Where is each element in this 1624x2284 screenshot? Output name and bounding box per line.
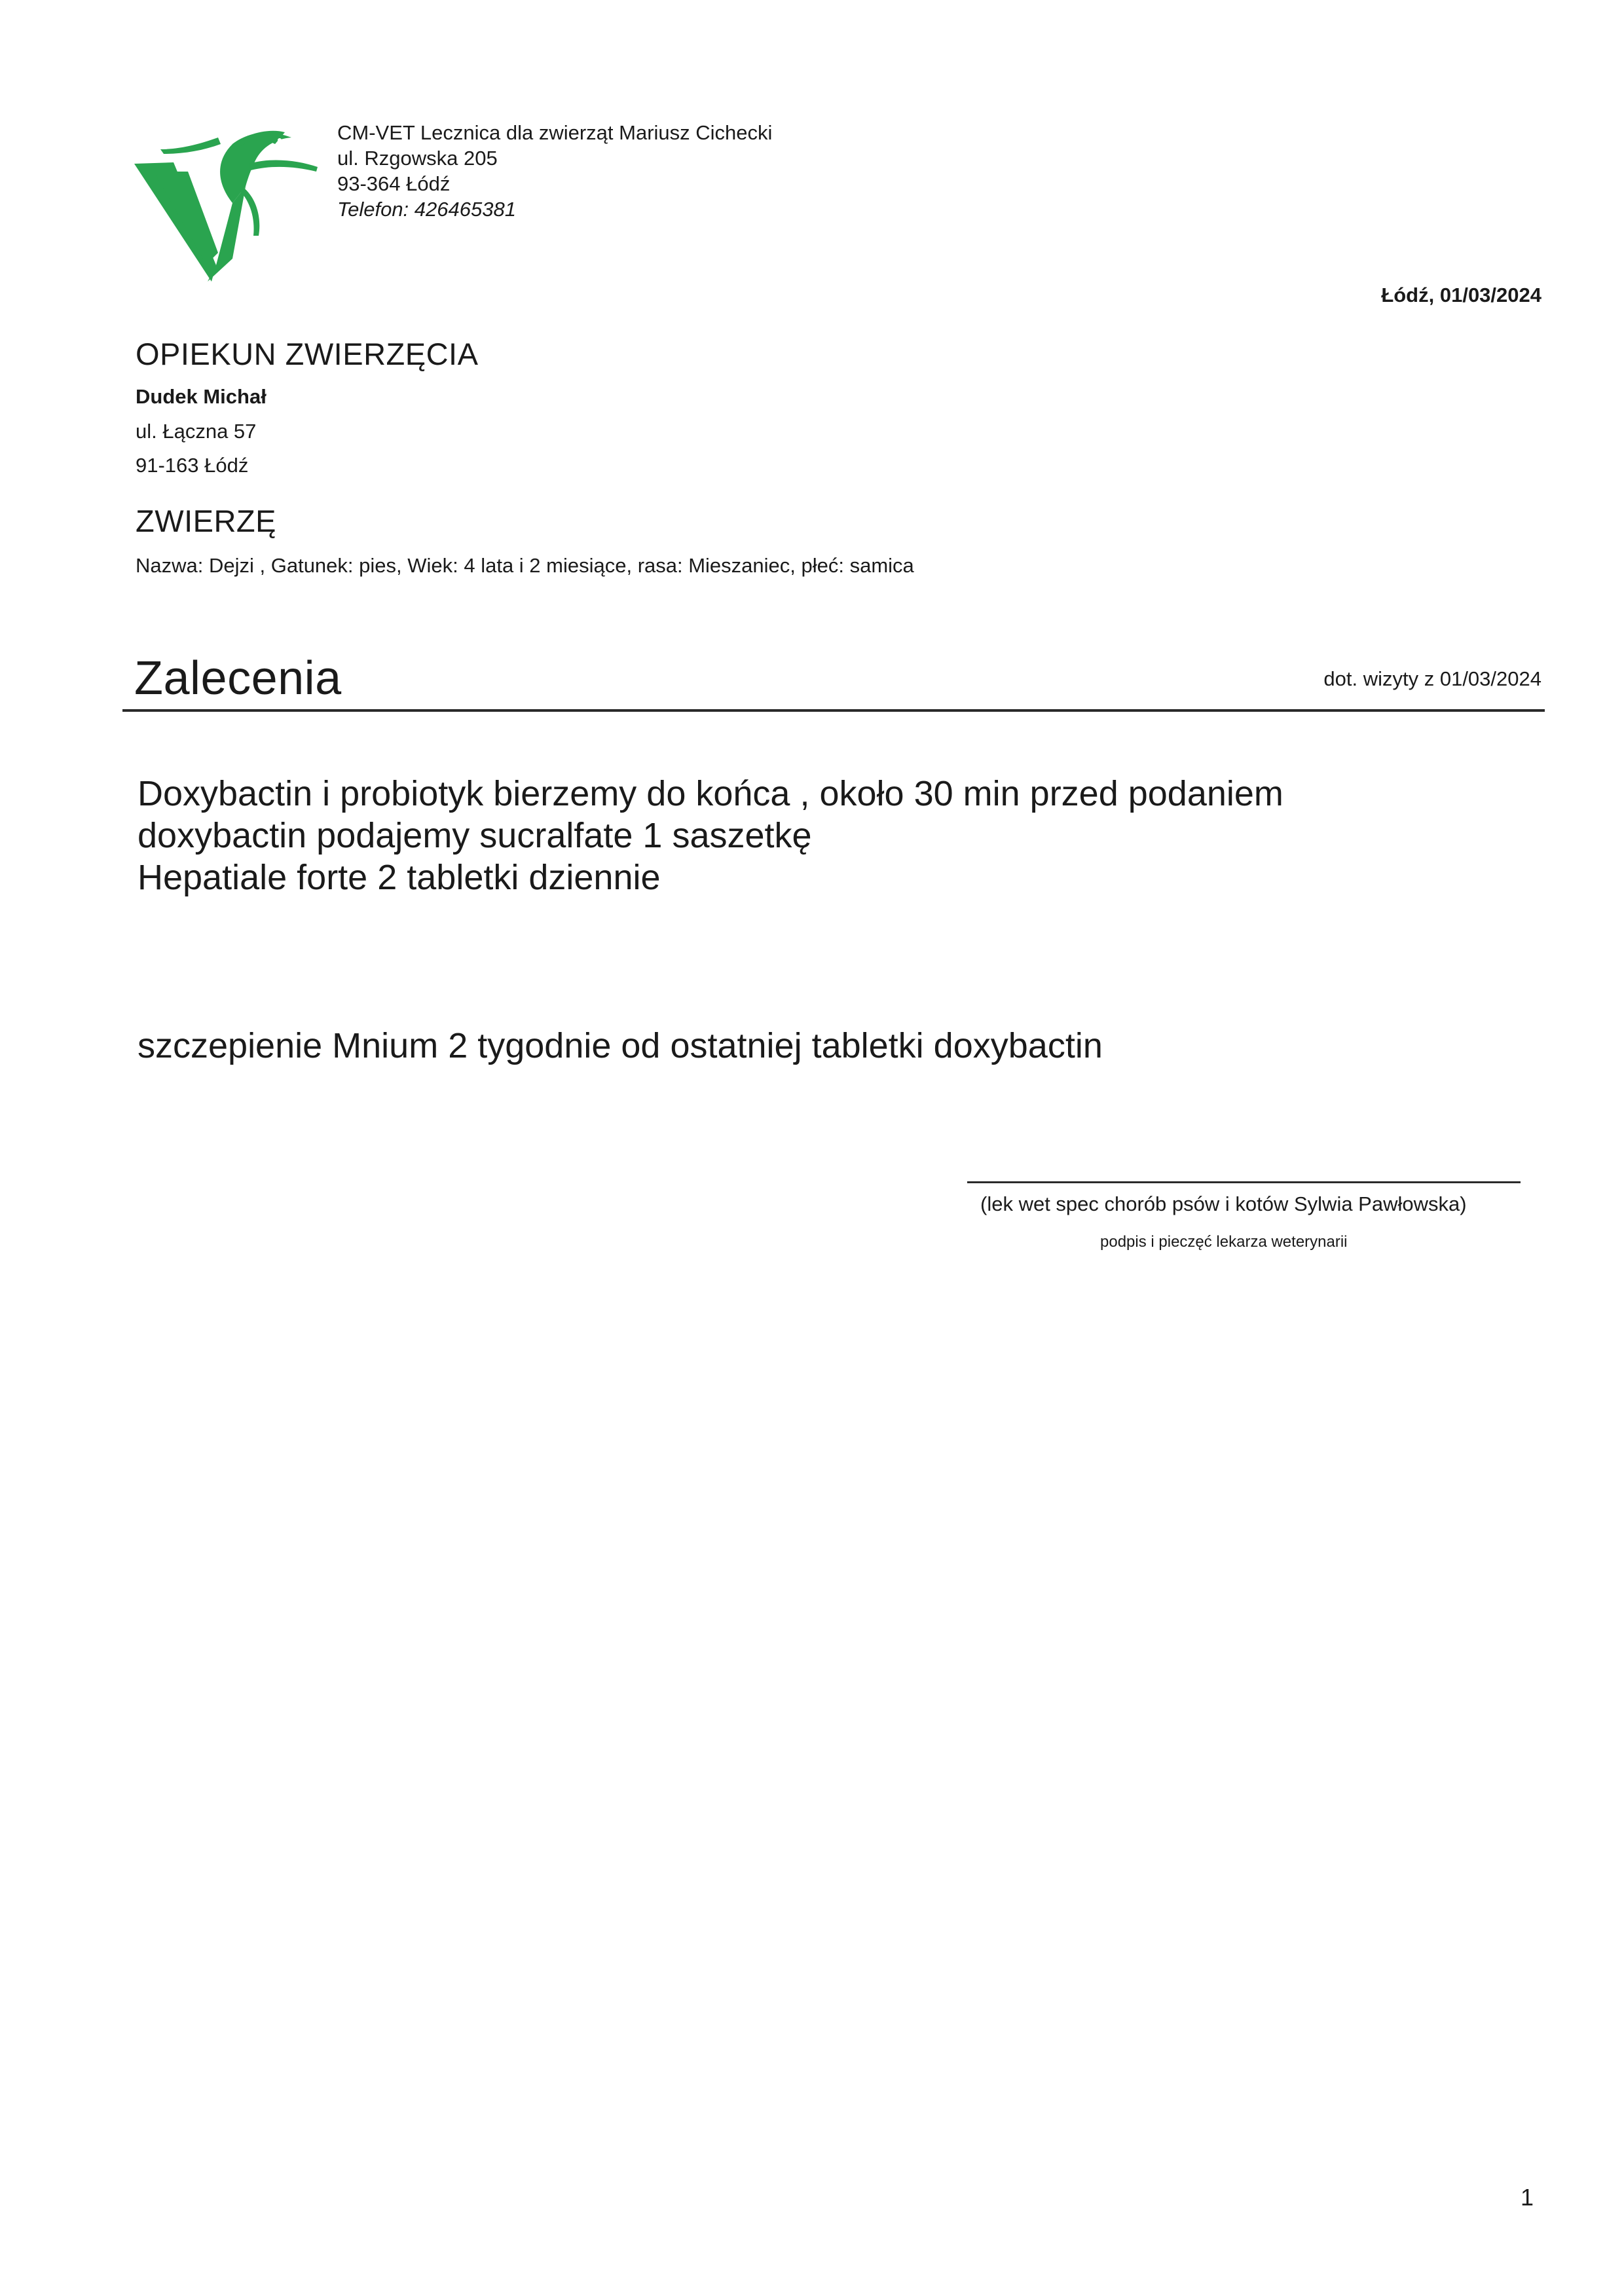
owner-street: ul. Łączna 57	[136, 420, 257, 443]
clinic-street: ul. Rzgowska 205	[337, 147, 498, 170]
document-date: Łódź, 01/03/2024	[1381, 284, 1541, 306]
recommendation-line: szczepienie Mnium 2 tygodnie od ostatniej tabletki doxybactin	[138, 1026, 1103, 1065]
recommendation-line: Doxybactin i probiotyk bierzemy do końca , około 30 min przed podaniem	[138, 774, 1283, 813]
owner-city: 91-163 Łódź	[136, 454, 249, 477]
clinic-name: CM-VET Lecznica dla zwierząt Mariusz Cichecki	[337, 121, 773, 144]
recommendation-line: doxybactin podajemy sucralfate 1 saszetkę	[138, 816, 812, 855]
page-number: 1	[1521, 2184, 1534, 2211]
recommendations-title: Zalecenia	[134, 652, 342, 705]
animal-section-title: ZWIERZĘ	[136, 504, 276, 538]
clinic-city: 93-364 Łódź	[337, 172, 451, 195]
clinic-phone: Telefon: 426465381	[337, 198, 516, 221]
clinic-logo-icon	[134, 124, 321, 291]
owner-section-title: OPIEKUN ZWIERZĘCIA	[136, 337, 479, 371]
signature-caption: podpis i pieczęć lekarza weterynarii	[1100, 1233, 1348, 1251]
recommendations-divider	[122, 709, 1545, 712]
veterinarian-name: (lek wet spec chorób psów i kotów Sylwia Pawłowska)	[980, 1192, 1467, 1215]
animal-details: Nazwa: Dejzi , Gatunek: pies, Wiek: 4 lata i 2 miesiące, rasa: Mieszaniec, płeć: samica	[136, 554, 914, 577]
owner-name: Dudek Michał	[136, 385, 267, 408]
visit-reference: dot. wizyty z 01/03/2024	[1323, 667, 1541, 690]
signature-line	[967, 1181, 1521, 1183]
recommendation-line: Hepatiale forte 2 tabletki dziennie	[138, 858, 661, 897]
